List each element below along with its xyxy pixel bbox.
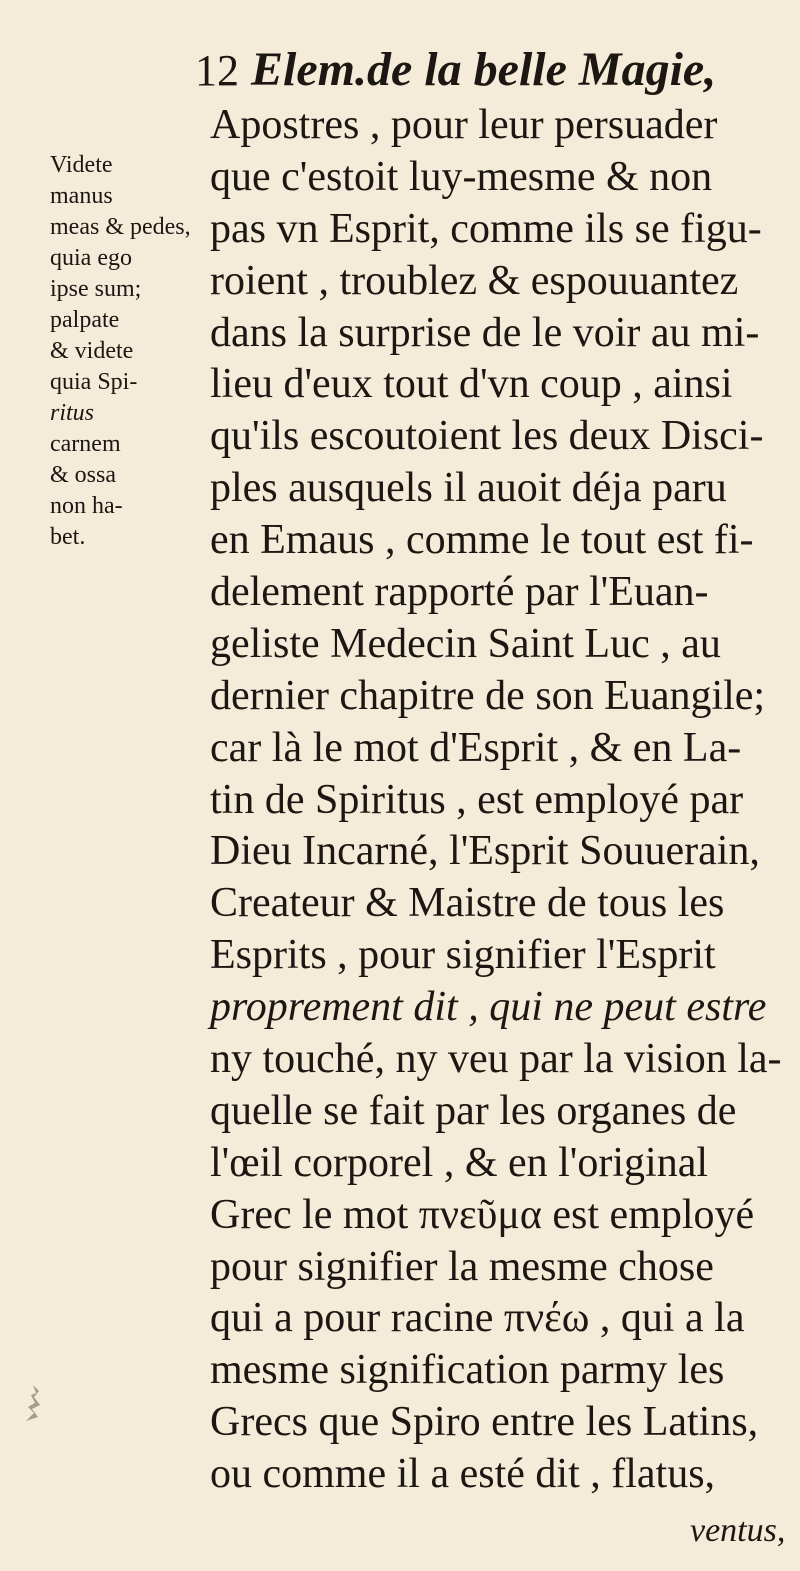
- text-line: delement rapporté par l'Euan-: [210, 569, 709, 616]
- text-line: pour signifier la mesme chose: [210, 1243, 714, 1290]
- margin-line: meas & pedes,: [50, 214, 191, 240]
- text-line: car là le mot d'Esprit , & en La-: [210, 724, 742, 771]
- margin-line: bet.: [50, 524, 86, 550]
- margin-line: Videte: [50, 152, 113, 178]
- margin-line: quia Spi-: [50, 369, 138, 395]
- ink-blot-mark: [22, 1383, 44, 1423]
- text-line: qu'ils escoutoient les deux Disci-: [210, 413, 764, 460]
- text-line: pas vn Esprit, comme ils se figu-: [210, 205, 762, 252]
- body-text: [210, 100, 780, 1501]
- text-line: dans la surprise de le voir au mi-: [210, 309, 760, 356]
- text-line: roient , troublez & espouuantez: [210, 257, 739, 304]
- margin-line: manus: [50, 183, 113, 209]
- text-line: Esprits , pour signifier l'Esprit: [210, 932, 716, 979]
- running-title: Elem.de la belle Magie,: [251, 43, 717, 96]
- margin-line: carnem: [50, 431, 121, 457]
- catchword: ventus,: [690, 1512, 786, 1549]
- text-line: Grec le mot πνεῦμα est employé: [210, 1191, 755, 1238]
- margin-line: non ha-: [50, 493, 123, 519]
- margin-line: quia ego: [50, 245, 132, 271]
- text-line: quelle se fait par les organes de: [210, 1087, 737, 1134]
- text-line: que c'estoit luy-mesme & non: [210, 153, 713, 200]
- text-line: geliste Medecin Saint Luc , au: [210, 620, 721, 667]
- running-head: [195, 42, 716, 99]
- marginal-note: [50, 150, 190, 553]
- text-line: dernier chapitre de son Euangile;: [210, 672, 766, 719]
- text-line: proprement dit , qui ne peut estre: [210, 984, 767, 1031]
- text-line: lieu d'eux tout d'vn coup , ainsi: [210, 361, 733, 408]
- margin-line: & videte: [50, 338, 134, 364]
- margin-line: ipse sum;: [50, 276, 142, 302]
- text-line: ples ausquels il auoit déja paru: [210, 465, 727, 512]
- text-line: ny touché, ny veu par la vision la-: [210, 1036, 782, 1083]
- margin-line: & ossa: [50, 462, 116, 488]
- margin-line: palpate: [50, 307, 120, 333]
- text-line: qui a pour racine πνέω , qui a la: [210, 1295, 745, 1342]
- text-line: Apostres , pour leur persuader: [210, 102, 718, 148]
- text-line: l'œil corporel , & en l'original: [210, 1139, 709, 1186]
- text-line: ou comme il a esté dit , flatus,: [210, 1451, 716, 1498]
- page-number: 12: [195, 46, 239, 95]
- text-line: Dieu Incarné, l'Esprit Souuerain,: [210, 828, 760, 875]
- text-line: Createur & Maistre de tous les: [210, 880, 725, 927]
- text-line: Grecs que Spiro entre les Latins,: [210, 1399, 759, 1446]
- margin-line: ritus: [50, 400, 95, 426]
- text-line: mesme signification parmy les: [210, 1347, 725, 1394]
- text-line: tin de Spiritus , est employé par: [210, 776, 744, 823]
- text-line: en Emaus , comme le tout est fi-: [210, 517, 754, 564]
